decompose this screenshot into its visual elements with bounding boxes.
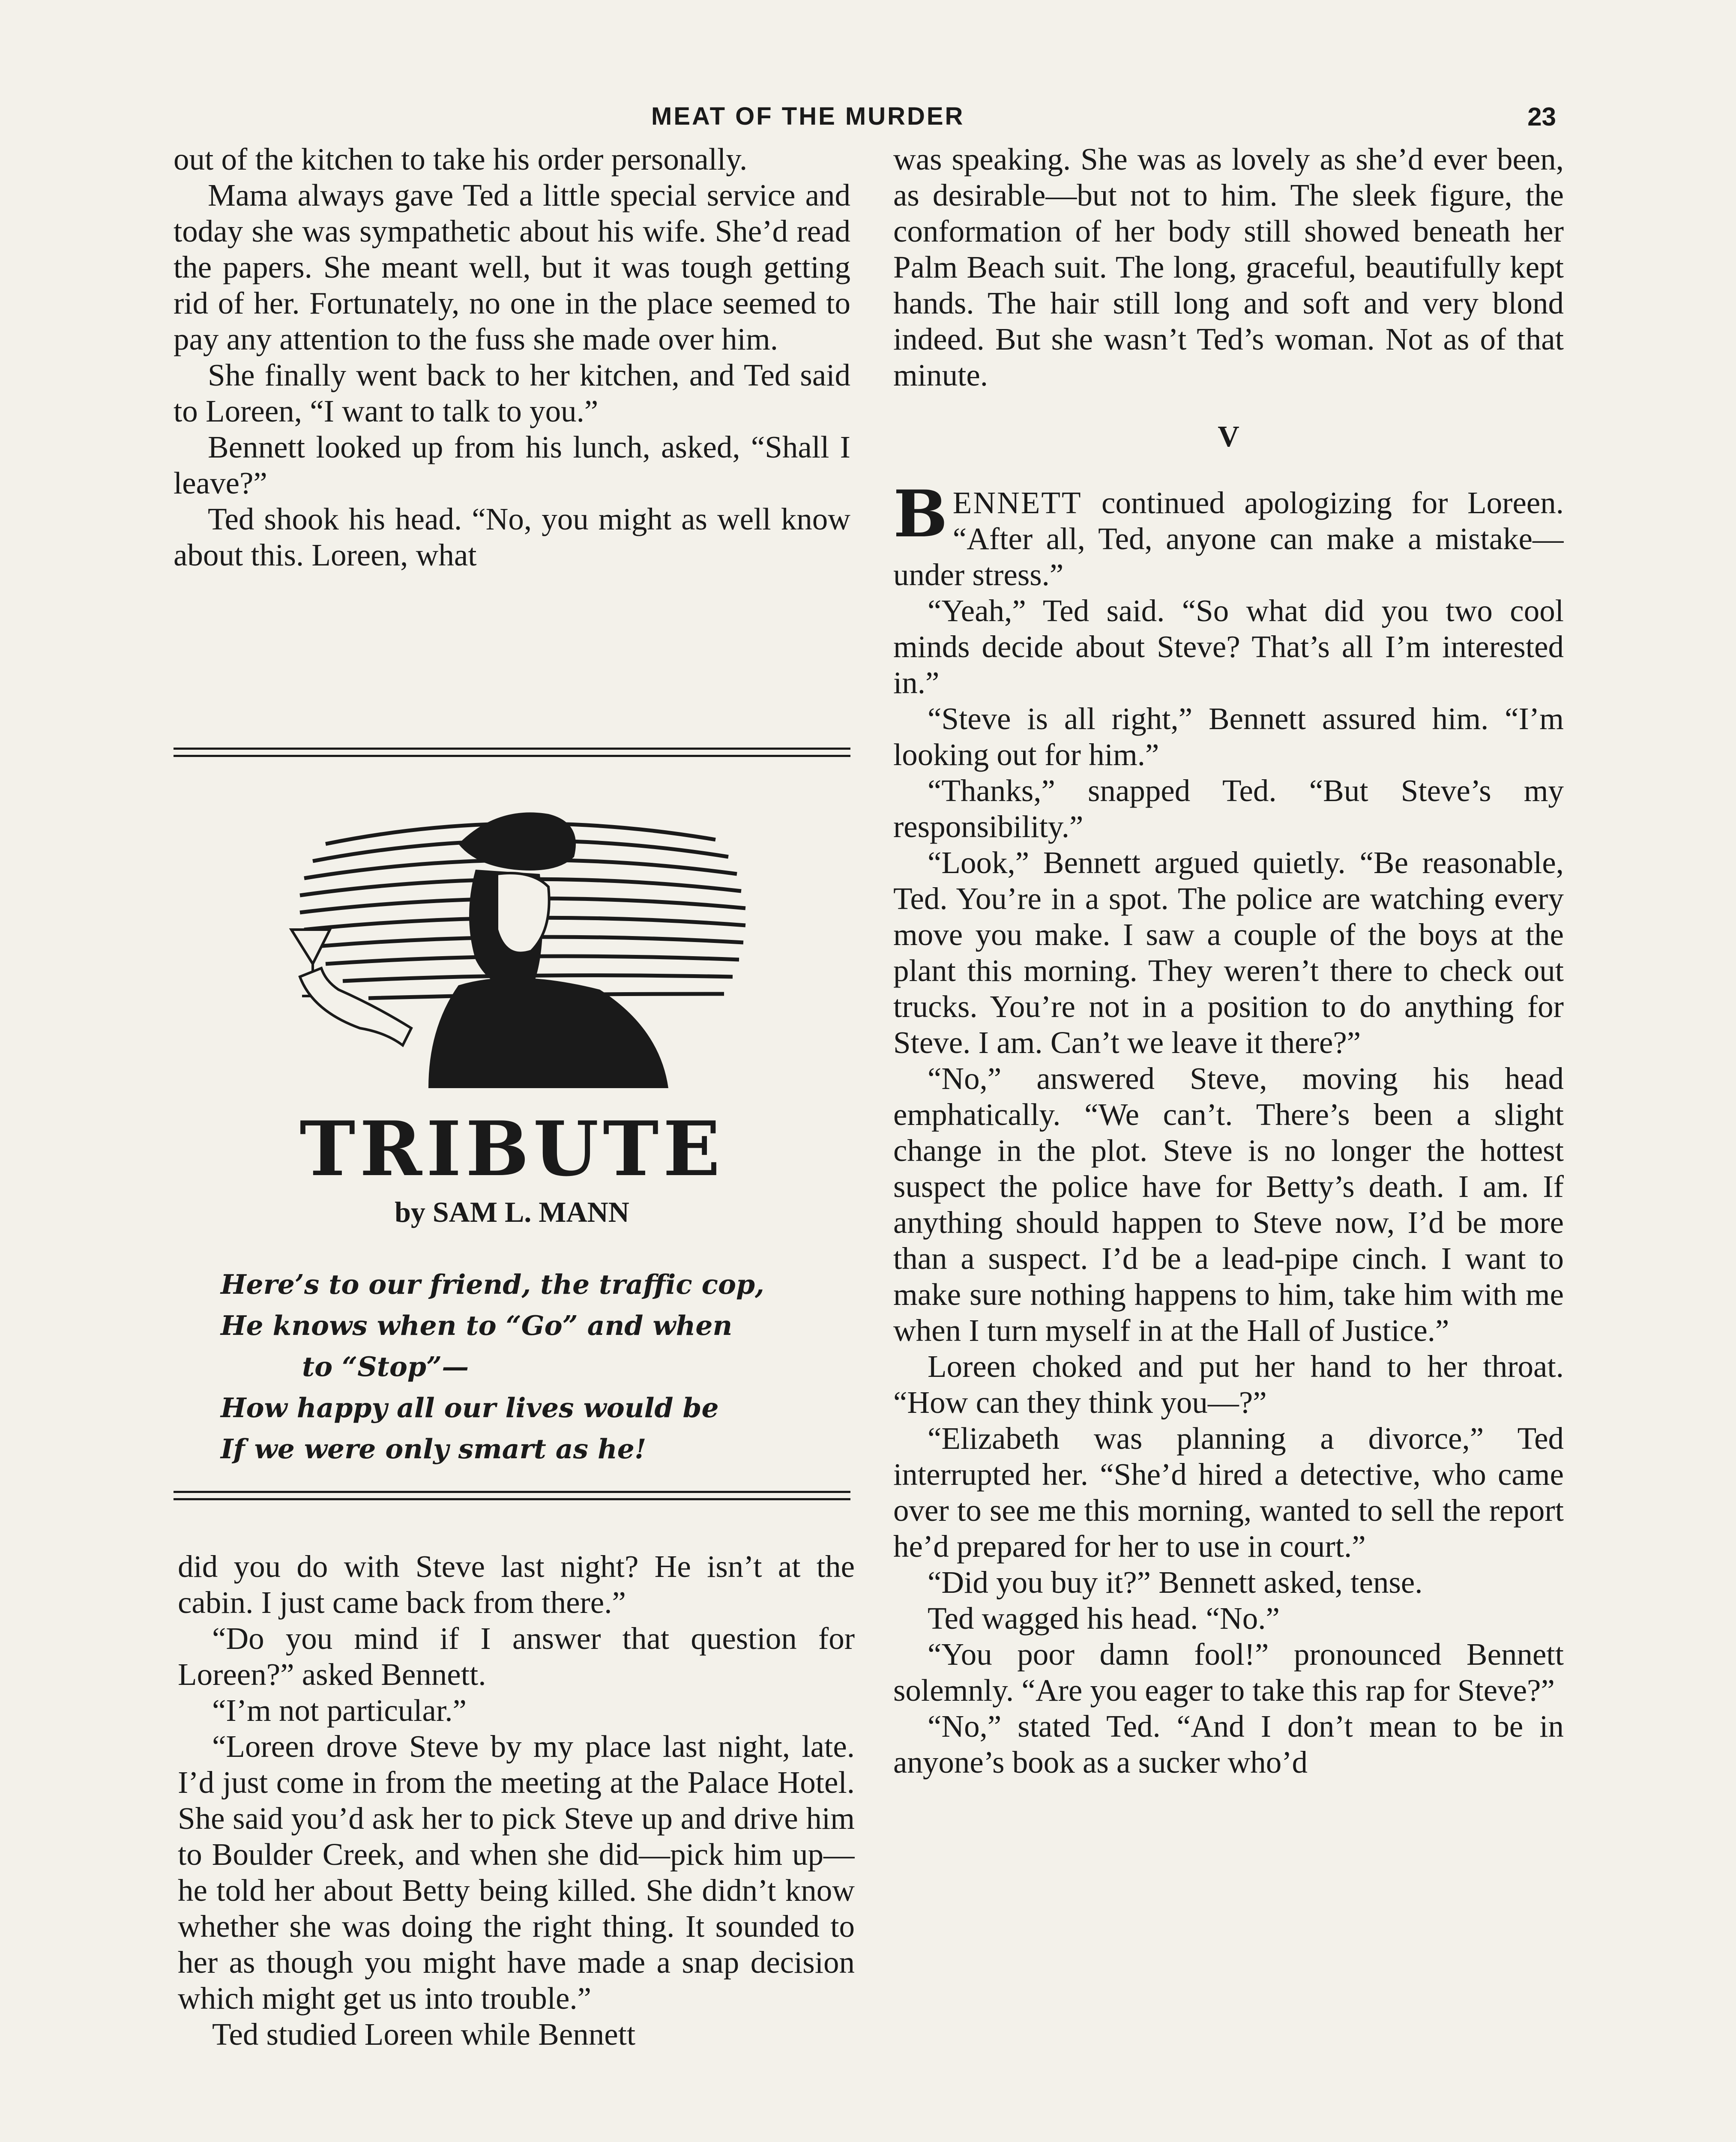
paragraph: “Loreen drove Steve by my place last night, late. I’d just come in from the meeting at the Palace Hotel. She said you’d ask her to pick Steve up and drive him to Boulder Creek, and when she did—pick him up—he told her about Betty being killed. She didn’t know whether she was doing the right thing. It sounded to her as though you might have made a snap decision which might get us into trouble.” (178, 1729, 855, 2016)
paragraph: “Did you buy it?” Bennett asked, tense. (928, 1565, 1423, 1600)
poem-line: to “Stop”— (302, 1351, 469, 1382)
poem-line: Here’s to our friend, the traffic cop, (221, 1268, 764, 1300)
paragraph: She finally went back to her kitchen, and Ted said to Loreen, “I want to talk to you.” (174, 358, 850, 428)
paragraph: out of the kitchen to take his order personally. (174, 142, 748, 177)
paragraph: “You poor damn fool!” pronounced Bennett solemnly. “Are you eager to take this rap for Steve?” (893, 1637, 1564, 1708)
paragraph: Ted studied Loreen while Bennett (212, 2017, 636, 2052)
left-column-top-text (174, 141, 850, 728)
paragraph: “Steve is all right,” Bennett assured him. “I’m looking out for him.” (893, 701, 1564, 772)
drop-cap: B (893, 476, 948, 552)
paragraph: “Look,” Bennett argued quietly. “Be reasonable, Ted. You’re in a spot. The police are watching every move you make. I saw a couple of the boys at the plant this morning. They weren’t there to check out trucks. You’re not in a position to do anything for Steve. I am. Can’t we leave it there?” (893, 845, 1564, 1060)
paragraph: was speaking. She was as lovely as she’d ever been, as desirable—but not to him. The sleek figure, the conformation of her body still showed beneath her Palm Beach suit. The long, graceful, beautifully kept hands. The hair still long and soft and very blond indeed. But she wasn’t Ted’s woman. Not as of that minute. (893, 142, 1564, 392)
poem-title: TRIBUTE (299, 1105, 724, 1193)
paragraph: Ted wagged his head. “No.” (928, 1601, 1280, 1636)
poem-byline: by SAM L. MANN (395, 1196, 629, 1228)
section-marker: V (1218, 420, 1239, 453)
page-header (0, 102, 1736, 136)
paragraph: “Elizabeth was planning a divorce,” Ted interrupted her. “She’d hired a detective, who came over to see me this morning, wanted to sell the report he’d prepared for her to use in court.” (893, 1421, 1564, 1564)
paragraph: “No,” stated Ted. “And I don’t mean to be in anyone’s book as a sucker who’d (893, 1709, 1564, 1780)
box-rule-bottom (174, 1491, 850, 1500)
paragraph: “Yeah,” Ted said. “So what did you two cool minds decide about Steve? That’s all I’m interested in.” (893, 593, 1564, 700)
poem-line: If we were only smart as he! (221, 1433, 647, 1465)
page-number: 23 (1527, 102, 1556, 131)
woman-toasting-illustration (274, 788, 758, 1088)
section-opening-paragraph (893, 476, 1564, 593)
paragraph: did you do with Steve last night? He isn’t at the cabin. I just came back from there.” (178, 1549, 855, 1620)
paragraph: Ted shook his head. “No, you might as well know about this. Loreen, what (174, 502, 850, 572)
paragraph-rest: continued apologizing for Loreen. “After all, Ted, anyone can make a mistake—under stress.” (893, 485, 1564, 592)
paragraph: Bennett looked up from his lunch, asked, “Shall I leave?” (174, 430, 850, 500)
left-column-bottom-text (178, 1549, 855, 2142)
poem-line: He knows when to “Go” and when (221, 1310, 733, 1341)
paragraph: “Do you mind if I answer that question for Loreen?” asked Bennett. (178, 1621, 855, 1692)
right-column-text (893, 141, 1564, 2142)
running-head: MEAT OF THE MURDER (651, 102, 965, 130)
paragraph: Mama always gave Ted a little special service and today she was sympathetic about his wife. She’d read the papers. She meant well, but it was tough getting rid of her. Fortunately, no one in the place seemed to pay any attention to the fuss she made over him. (174, 178, 850, 356)
box-rule-top (174, 748, 850, 757)
poem-line: How happy all our lives would be (221, 1392, 719, 1424)
paragraph: “Thanks,” snapped Ted. “But Steve’s my responsibility.” (893, 773, 1564, 844)
paragraph: Loreen choked and put her hand to her throat. “How can they think you—?” (893, 1349, 1564, 1420)
paragraph: “No,” answered Steve, moving his head emphatically. “We can’t. There’s been a slight change in the plot. Steve is no longer the hottest suspect the police have for Betty’s death. I am. If anything should happen to Steve now, I’d be more than a suspect. I’d be a lead-pipe cinch. I want to make sure nothing happens to him, take him with me when I turn myself in at the Hall of Justice.” (893, 1061, 1564, 1348)
poem (221, 1264, 842, 1469)
first-word: ENNETT (952, 485, 1082, 520)
paragraph: “I’m not particular.” (212, 1693, 467, 1728)
